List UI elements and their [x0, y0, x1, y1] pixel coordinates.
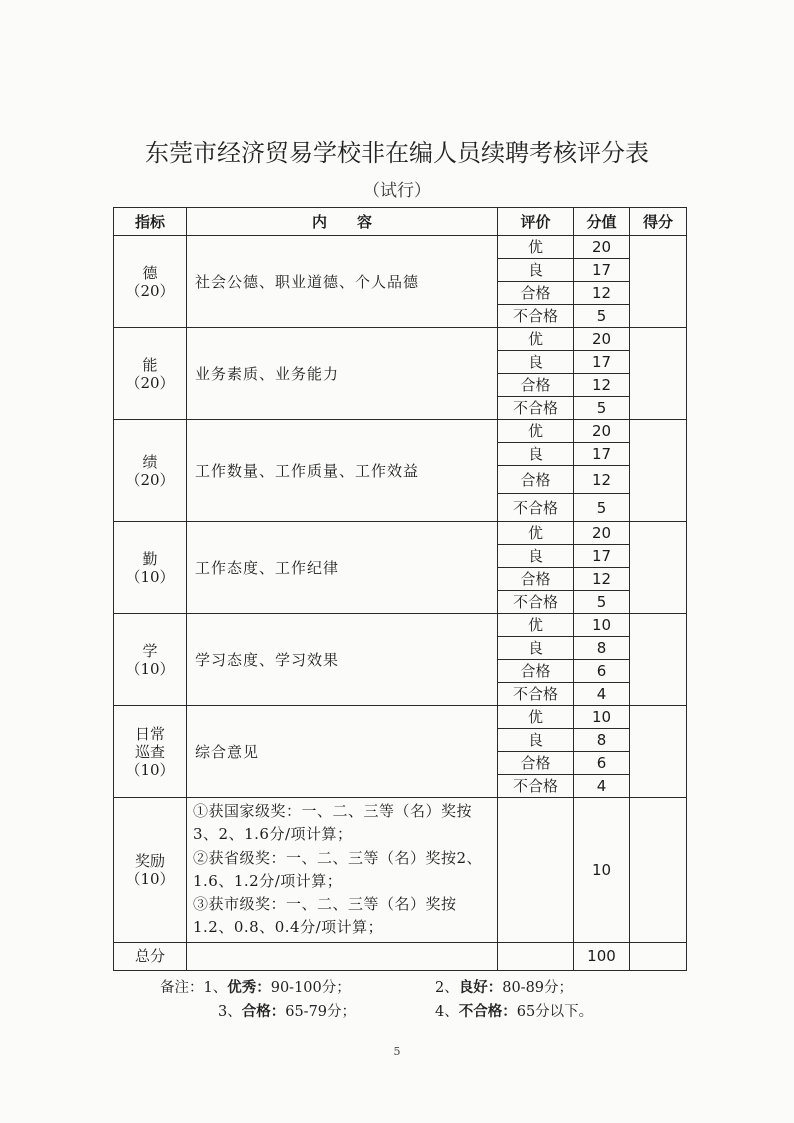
- points-cell: 5: [574, 591, 630, 614]
- evaluation-cell: 合格: [498, 466, 574, 494]
- score-cell[interactable]: [630, 236, 687, 328]
- evaluation-cell: 优: [498, 614, 574, 637]
- award-rule: ①获国家级奖：一、二、三等（名）奖按3、2、1.6分/项计算；: [193, 802, 473, 844]
- score-table: [113, 207, 687, 971]
- points-cell: 17: [574, 351, 630, 374]
- award-indicator-cell: [114, 798, 187, 943]
- indicator-cell: [114, 522, 187, 614]
- note-2-value: 80-89分；: [502, 980, 574, 996]
- award-row: [114, 798, 687, 943]
- evaluation-cell: 不合格: [498, 775, 574, 798]
- award-points-cell: 10: [574, 798, 630, 943]
- points-cell: 20: [574, 328, 630, 351]
- indicator-name: 日常 巡查: [134, 724, 165, 761]
- evaluation-cell: 合格: [498, 660, 574, 683]
- content-cell: 工作数量、工作质量、工作效益: [187, 420, 498, 522]
- points-cell: 17: [574, 545, 630, 568]
- score-cell[interactable]: [630, 420, 687, 522]
- note-4-label: 不合格：: [458, 1004, 517, 1020]
- table-row: [114, 420, 687, 443]
- indicator-name: 德: [142, 263, 158, 282]
- content-cell: 综合意见: [187, 706, 498, 798]
- evaluation-cell: 不合格: [498, 494, 574, 522]
- header-content: 内 容: [187, 208, 498, 236]
- evaluation-cell: 良: [498, 443, 574, 466]
- indicator-name: 学: [142, 641, 158, 660]
- total-content-cell: [187, 942, 498, 970]
- evaluation-cell: 优: [498, 522, 574, 545]
- award-rule: ②获省级奖：一、二、三等（名）奖按2、1.6、1.2分/项计算；: [193, 848, 483, 890]
- form-subtitle: （试行）: [363, 181, 431, 201]
- points-cell: 5: [574, 494, 630, 522]
- evaluation-cell: 良: [498, 259, 574, 282]
- evaluation-cell: 合格: [498, 282, 574, 305]
- content-cell: 社会公德、职业道德、个人品德: [187, 236, 498, 328]
- indicator-name: 勤: [142, 549, 158, 568]
- award-evaluation-cell: [498, 798, 574, 943]
- points-cell: 12: [574, 282, 630, 305]
- note-4-num: 4、: [435, 1004, 459, 1020]
- evaluation-cell: 合格: [498, 374, 574, 397]
- evaluation-cell: 不合格: [498, 591, 574, 614]
- content-cell: 工作态度、工作纪律: [187, 522, 498, 614]
- points-cell: 5: [574, 397, 630, 420]
- indicator-max: （10）: [125, 659, 175, 678]
- evaluation-cell: 合格: [498, 568, 574, 591]
- total-evaluation-cell: [498, 942, 574, 970]
- indicator-cell: [114, 614, 187, 706]
- points-cell: 20: [574, 522, 630, 545]
- points-cell: 10: [574, 706, 630, 729]
- note-1-label: 优秀：: [227, 980, 271, 996]
- award-rule: ③获市级奖：一、二、三等（名）奖按1.2、0.8、0.4分/项计算；: [193, 895, 457, 937]
- note-4-value: 65分以下。: [516, 1004, 594, 1020]
- points-cell: 20: [574, 420, 630, 443]
- evaluation-cell: 合格: [498, 752, 574, 775]
- content-cell: 学习态度、学习效果: [187, 614, 498, 706]
- points-cell: 4: [574, 775, 630, 798]
- evaluation-cell: 不合格: [498, 305, 574, 328]
- award-content-cell: [187, 798, 498, 943]
- total-score-cell[interactable]: [630, 942, 687, 970]
- evaluation-cell: 不合格: [498, 397, 574, 420]
- points-cell: 5: [574, 305, 630, 328]
- award-name: 奖励: [134, 851, 165, 870]
- note-2-num: 2、: [435, 980, 459, 996]
- points-cell: 6: [574, 752, 630, 775]
- score-cell[interactable]: [630, 614, 687, 706]
- indicator-max: （10）: [125, 760, 175, 779]
- points-cell: 6: [574, 660, 630, 683]
- indicator-max: （20）: [125, 470, 175, 489]
- indicator-max: （10）: [125, 567, 175, 586]
- points-cell: 12: [574, 568, 630, 591]
- evaluation-cell: 良: [498, 351, 574, 374]
- points-cell: 12: [574, 374, 630, 397]
- points-cell: 12: [574, 466, 630, 494]
- note-1-num: 1、: [203, 980, 228, 996]
- header-row: [114, 208, 687, 236]
- indicator-cell: [114, 420, 187, 522]
- note-1-value: 90-100分；: [270, 980, 351, 996]
- points-cell: 20: [574, 236, 630, 259]
- evaluation-cell: 优: [498, 706, 574, 729]
- header-indicator: 指标: [114, 208, 187, 236]
- note-3-label: 合格：: [241, 1004, 286, 1020]
- table-body: [114, 236, 687, 971]
- points-cell: 4: [574, 683, 630, 706]
- form-title: 东莞市经济贸易学校非在编人员续聘考核评分表: [145, 139, 649, 167]
- header-points: 分值: [574, 208, 630, 236]
- score-cell[interactable]: [630, 706, 687, 798]
- points-cell: 17: [574, 259, 630, 282]
- evaluation-cell: 优: [498, 236, 574, 259]
- evaluation-cell: 不合格: [498, 683, 574, 706]
- note-3-num: 3、: [218, 1004, 242, 1020]
- note-3-value: 65-79分；: [285, 1004, 357, 1020]
- evaluation-cell: 良: [498, 729, 574, 752]
- indicator-max: （20）: [125, 281, 175, 300]
- note-2-label: 良好：: [458, 980, 503, 996]
- score-cell[interactable]: [630, 522, 687, 614]
- points-cell: 8: [574, 729, 630, 752]
- total-points: 100: [574, 942, 630, 970]
- points-cell: 10: [574, 614, 630, 637]
- header-evaluation: 评价: [498, 208, 574, 236]
- page-number: 5: [393, 1045, 401, 1058]
- content-cell: 业务素质、业务能力: [187, 328, 498, 420]
- indicator-max: （20）: [125, 373, 175, 392]
- total-row: [114, 942, 687, 970]
- table-row: [114, 522, 687, 545]
- table-row: [114, 236, 687, 259]
- remarks-prefix: 备注：: [160, 980, 204, 996]
- score-cell[interactable]: [630, 328, 687, 420]
- indicator-cell: [114, 236, 187, 328]
- evaluation-cell: 良: [498, 637, 574, 660]
- header-score: 得分: [630, 208, 687, 236]
- evaluation-cell: 优: [498, 420, 574, 443]
- indicator-name: 绩: [142, 452, 158, 471]
- indicator-cell: [114, 706, 187, 798]
- total-label: 总分: [114, 942, 187, 970]
- indicator-cell: [114, 328, 187, 420]
- points-cell: 8: [574, 637, 630, 660]
- table-row: [114, 706, 687, 729]
- award-max: （10）: [125, 869, 175, 888]
- evaluation-cell: 优: [498, 328, 574, 351]
- table-row: [114, 328, 687, 351]
- points-cell: 17: [574, 443, 630, 466]
- table-row: [114, 614, 687, 637]
- evaluation-cell: 良: [498, 545, 574, 568]
- award-score-cell[interactable]: [630, 798, 687, 943]
- indicator-name: 能: [142, 355, 158, 374]
